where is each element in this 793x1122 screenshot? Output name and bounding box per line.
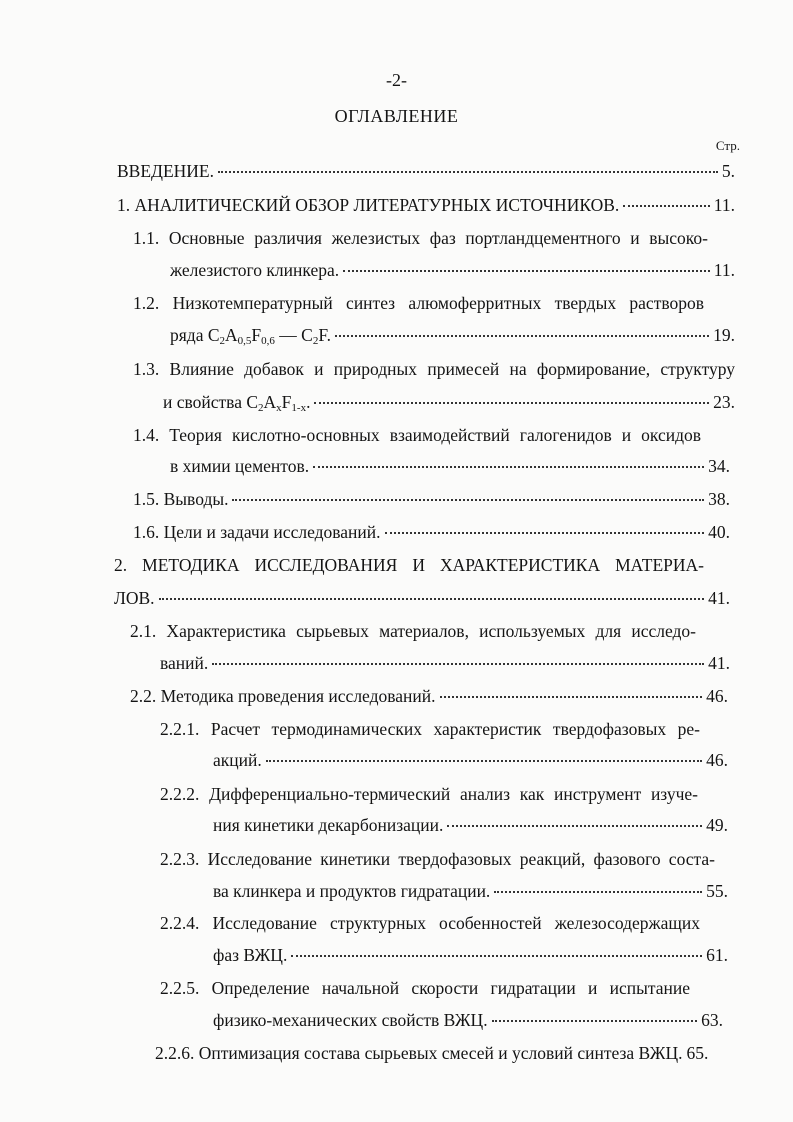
toc-entry-2-2-4-line2 bbox=[213, 945, 728, 969]
toc-entry-2-2-1-line2 bbox=[213, 750, 728, 774]
toc-entry-1-4-line2 bbox=[170, 456, 730, 480]
toc-entry-1-5 bbox=[133, 489, 730, 513]
toc-page-number: 63. bbox=[701, 1010, 723, 1030]
toc-entry-2-2-2-line2 bbox=[213, 815, 728, 839]
toc-entry-1-1-line2 bbox=[170, 260, 735, 284]
toc-page-number: 19. bbox=[713, 325, 735, 345]
toc-page-number: 34. bbox=[708, 456, 730, 476]
toc-entry-text: ваний. bbox=[160, 653, 209, 673]
leader-dots bbox=[232, 499, 704, 501]
toc-entry-2-1-line2 bbox=[160, 653, 730, 677]
page-number: -2- bbox=[386, 70, 407, 90]
toc-page-number: 5. bbox=[721, 161, 735, 181]
toc-entry-2-2-2-line1: 2.2.2. Дифференциально-термический анализ как инструмент изуче- bbox=[160, 784, 698, 804]
leader-dots bbox=[385, 532, 705, 534]
toc-page-number: 61. bbox=[706, 945, 728, 965]
toc-page-number: 11. bbox=[713, 260, 735, 280]
toc-page-number: 41. bbox=[708, 653, 730, 673]
leader-dots bbox=[343, 270, 710, 272]
toc-entry-text: 1.5. Выводы. bbox=[133, 489, 229, 509]
toc-page-number: 11. bbox=[713, 195, 735, 215]
leader-dots bbox=[335, 335, 709, 337]
toc-entry-text: 2.2.6. Оптимизация состава сырьевых смесей и условий синтеза ВЖЦ. bbox=[155, 1043, 683, 1063]
toc-entry-intro bbox=[117, 161, 735, 185]
toc-page-number: 40. bbox=[708, 522, 730, 542]
toc-entry-2-2-6 bbox=[155, 1043, 730, 1067]
toc-entry-2-2-3-line2 bbox=[213, 881, 728, 905]
toc-entry-text: фаз ВЖЦ. bbox=[213, 945, 288, 965]
toc-entry-1-2-line2 bbox=[170, 325, 735, 349]
toc-entry-text: 2.2. Методика проведения исследований. bbox=[130, 686, 436, 706]
toc-entry-2-2-4-line1: 2.2.4. Исследование структурных особенностей железосодержащих bbox=[160, 913, 700, 933]
toc-entry-1-6 bbox=[133, 522, 730, 546]
toc-entry-text: в химии цементов. bbox=[170, 456, 310, 476]
toc-entry-2-2 bbox=[130, 686, 728, 710]
leader-dots bbox=[212, 663, 704, 665]
toc-entry-text: ЛОВ. bbox=[114, 588, 155, 608]
leader-dots bbox=[440, 696, 703, 698]
toc-entry-text: 1. АНАЛИТИЧЕСКИЙ ОБЗОР ЛИТЕРАТУРНЫХ ИСТОЧНИКОВ. bbox=[117, 195, 620, 215]
toc-entry-text: ВВЕДЕНИЕ. bbox=[117, 161, 215, 181]
toc-page-number: 46. bbox=[706, 686, 728, 706]
toc-entry-2-2-3-line1: 2.2.3. Исследование кинетики твердофазовых реакций, фазового соста- bbox=[160, 849, 715, 869]
toc-entry-text: и свойства $C_2A_xF_{1-x}$. bbox=[163, 392, 311, 414]
toc-entry-section-2-line2 bbox=[114, 588, 730, 612]
page-column-label: Стр. bbox=[715, 138, 740, 153]
leader-dots bbox=[494, 891, 702, 893]
toc-entry-1-3-line1: 1.3. Влияние добавок и природных примесей на формирование, структуру bbox=[133, 359, 735, 379]
toc-page-number: 38. bbox=[708, 489, 730, 509]
toc-entry-2-1-line1: 2.1. Характеристика сырьевых материалов, используемых для исследо- bbox=[130, 621, 696, 641]
toc-entry-section-1 bbox=[117, 195, 735, 219]
leader-dots bbox=[291, 955, 702, 957]
toc-entry-2-2-5-line2 bbox=[213, 1010, 723, 1034]
toc-entry-text: ряда $C_2A_{0,5}F_{0,6}$ — $C_2F$. bbox=[170, 325, 332, 347]
leader-dots bbox=[266, 760, 702, 762]
toc-entry-1-4-line1: 1.4. Теория кислотно-основных взаимодействий галогенидов и оксидов bbox=[133, 425, 701, 445]
toc-entry-text: железистого клинкера. bbox=[170, 260, 340, 280]
toc-page-number: 49. bbox=[706, 815, 728, 835]
leader-dots bbox=[313, 466, 704, 468]
page-title: ОГЛАВЛЕНИЕ bbox=[334, 106, 459, 126]
toc-entry-2-2-5-line1: 2.2.5. Определение начальной скорости гидратации и испытание bbox=[160, 978, 690, 998]
toc-entry-text: ва клинкера и продуктов гидратации. bbox=[213, 881, 491, 901]
leader-dots bbox=[492, 1020, 698, 1022]
leader-dots bbox=[159, 598, 705, 600]
toc-entry-1-1-line1: 1.1. Основные различия железистых фаз портландцементного и высоко- bbox=[133, 228, 708, 248]
leader-dots bbox=[447, 825, 702, 827]
toc-page-number: 65. bbox=[686, 1043, 709, 1063]
toc-page-number: 41. bbox=[708, 588, 730, 608]
toc-page-number: 55. bbox=[706, 881, 728, 901]
toc-page-number: 46. bbox=[706, 750, 728, 770]
toc-entry-text: 1.6. Цели и задачи исследований. bbox=[133, 522, 381, 542]
toc-entry-2-2-1-line1: 2.2.1. Расчет термодинамических характеристик твердофазовых ре- bbox=[160, 719, 700, 739]
toc-entry-text: физико-механических свойств ВЖЦ. bbox=[213, 1010, 488, 1030]
toc-entry-text: ния кинетики декарбонизации. bbox=[213, 815, 444, 835]
toc-entry-1-3-line2 bbox=[163, 392, 735, 416]
toc-entry-1-2-line1: 1.2. Низкотемпературный синтез алюмоферритных твердых растворов bbox=[133, 293, 704, 313]
leader-dots bbox=[218, 171, 718, 173]
leader-dots bbox=[314, 402, 709, 404]
toc-entry-section-2-line1: 2. МЕТОДИКА ИССЛЕДОВАНИЯ И ХАРАКТЕРИСТИКА МАТЕРИА- bbox=[114, 555, 704, 575]
toc-entry-text: акций. bbox=[213, 750, 262, 770]
leader-dots bbox=[623, 205, 710, 207]
toc-page-number: 23. bbox=[713, 392, 735, 412]
